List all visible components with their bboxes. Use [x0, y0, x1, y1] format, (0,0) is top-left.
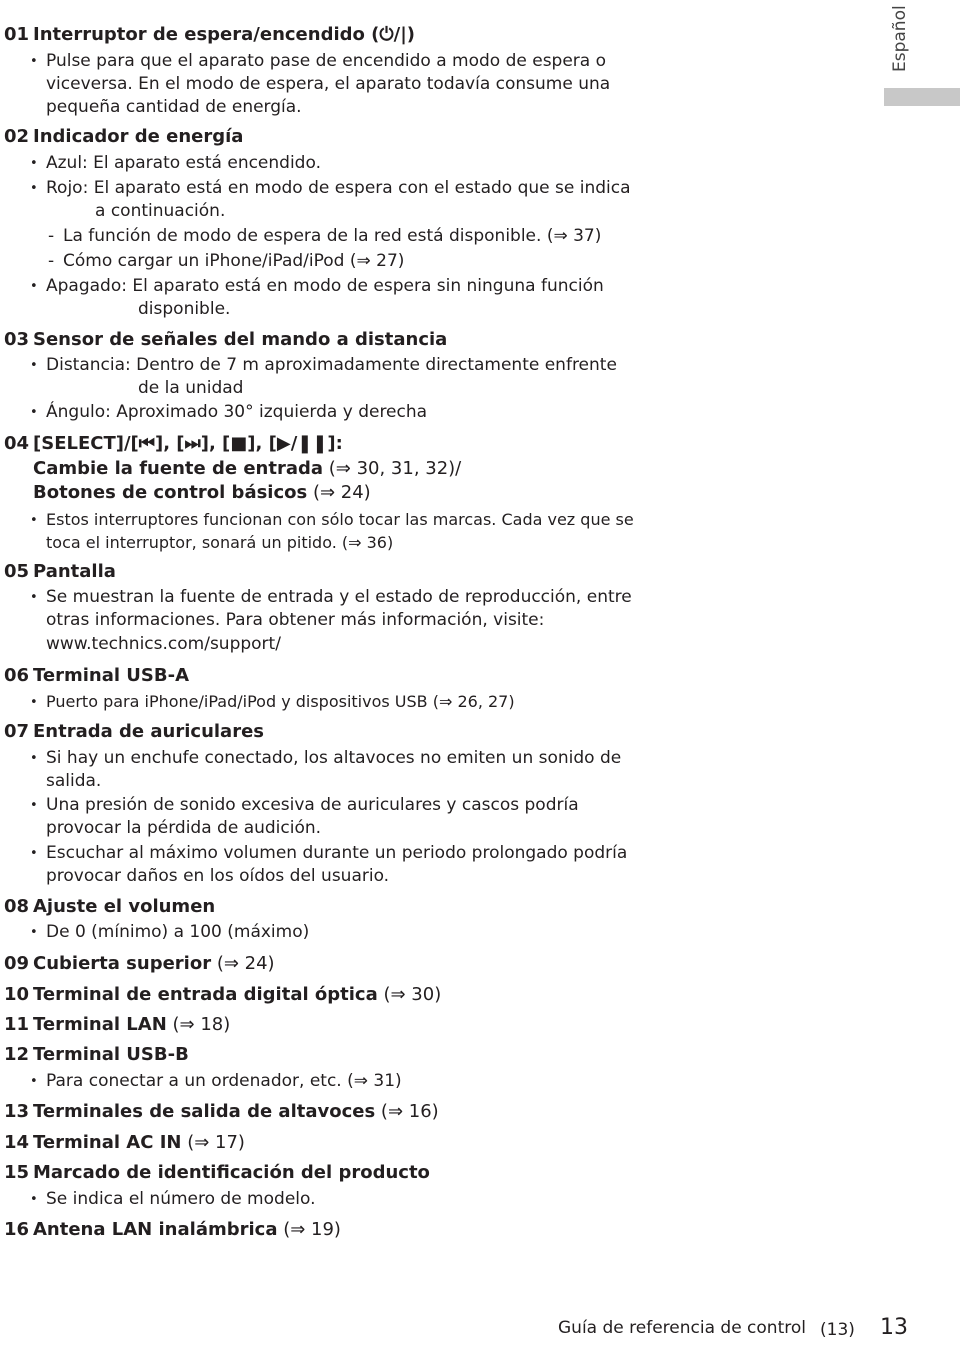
- item-04-heading: [4, 432, 343, 456]
- item-title: [SELECT]/[⏮], [⏭], [■], [▶/❚❚]:: [33, 433, 343, 454]
- item-04-bullet-1-cont: toca el interruptor, sonará un pitido. (⇒ 36): [46, 533, 394, 552]
- item-14-heading: [4, 1131, 245, 1155]
- bullet-dot-icon: •: [30, 846, 38, 861]
- item-01-bullet-1-cont-2: pequeña cantidad de energía.: [46, 97, 302, 117]
- item-05-bullet-1-cont-1: otras informaciones. Para obtener más información, visite:: [46, 610, 545, 630]
- item-title: Marcado de identificación del producto: [33, 1162, 430, 1183]
- language-label: Español: [890, 5, 910, 72]
- item-02-heading: [4, 125, 243, 149]
- bullet-dot-icon: •: [30, 358, 38, 373]
- item-title: Terminal LAN: [33, 1014, 167, 1035]
- item-05-support-url: www.technics.com/support/: [46, 634, 281, 654]
- item-08-bullet-1: [30, 921, 309, 944]
- bullet-dot-icon: •: [30, 405, 38, 420]
- bullet-text: Rojo: El aparato está en modo de espera con el estado que se indica: [46, 178, 631, 198]
- dash-icon: -: [48, 251, 55, 271]
- item-07-heading: [4, 720, 264, 744]
- language-tab: [884, 88, 960, 106]
- item-number: 16: [4, 1219, 30, 1240]
- bullet-dot-icon: •: [30, 279, 38, 294]
- bullet-text: Puerto para iPhone/iPad/iPod y dispositivos USB (⇒ 26, 27): [46, 692, 515, 711]
- item-number: 14: [4, 1132, 30, 1153]
- bullet-text: Si hay un enchufe conectado, los altavoces no emiten un sonido de: [46, 748, 622, 768]
- item-title: Interruptor de espera/encendido (⏻/|): [33, 24, 415, 45]
- item-15-heading: [4, 1161, 430, 1185]
- dash-icon: -: [48, 226, 55, 246]
- item-07-bullet-3-cont: provocar daños en los oídos del usuario.: [46, 866, 390, 886]
- item-04-line-3: [33, 481, 371, 505]
- item-04-line-2: [33, 457, 461, 481]
- item-01-bullet-1-cont-1: viceversa. En el modo de espera, el aparato todavía consume una: [46, 74, 611, 94]
- item-number: 15: [4, 1162, 30, 1183]
- item-04-bullet-1: [30, 508, 634, 532]
- bullet-dot-icon: •: [30, 156, 38, 171]
- item-02-bullet-2-cont: a continuación.: [95, 201, 226, 221]
- bullet-text: Distancia: Dentro de 7 m aproximadamente directamente enfrente: [46, 355, 617, 375]
- item-title: Antena LAN inalámbrica: [33, 1219, 278, 1240]
- item-title: Terminal AC IN: [33, 1132, 182, 1153]
- dash-text: Cómo cargar un iPhone/iPad/iPod (⇒ 27): [63, 251, 405, 271]
- item-title: Terminal de entrada digital óptica: [33, 984, 378, 1005]
- item-number: 13: [4, 1101, 30, 1122]
- bullet-text: Una presión de sonido excesiva de auriculares y cascos podría: [46, 795, 579, 815]
- item-number: 01: [4, 24, 30, 45]
- item-13-heading: [4, 1100, 439, 1124]
- dash-text: La función de modo de espera de la red está disponible. (⇒ 37): [63, 226, 602, 246]
- item-08-heading: [4, 895, 215, 919]
- item-07-bullet-1: [30, 747, 621, 770]
- item-number: 05: [4, 561, 30, 582]
- item-title: Indicador de energía: [33, 126, 244, 147]
- item-07-bullet-2-cont: provocar la pérdida de audición.: [46, 818, 322, 838]
- bullet-dot-icon: •: [30, 513, 38, 528]
- page-reference: (⇒ 30): [377, 984, 442, 1005]
- bullet-text: Pulse para que el aparato pase de encendido a modo de espera o: [46, 51, 607, 71]
- item-07-bullet-2: [30, 794, 579, 817]
- item-number: 03: [4, 329, 30, 350]
- item-title: Ajuste el volumen: [33, 896, 216, 917]
- page-reference: (⇒ 17): [181, 1132, 245, 1153]
- bullet-dot-icon: •: [30, 54, 38, 69]
- footer-page-number: 13: [880, 1315, 908, 1340]
- item-07-bullet-3: [30, 842, 627, 865]
- bullet-text: Azul: El aparato está encendido.: [46, 153, 321, 173]
- page-reference: (⇒ 30, 31, 32)/: [323, 458, 462, 479]
- item-11-heading: [4, 1013, 230, 1037]
- item-01-heading: [4, 23, 415, 47]
- item-number: 07: [4, 721, 30, 742]
- item-number: 04: [4, 433, 30, 454]
- bullet-text: De 0 (mínimo) a 100 (máximo): [46, 922, 310, 942]
- item-03-bullet-2: [30, 401, 427, 424]
- bullet-dot-icon: •: [30, 1192, 38, 1207]
- item-05-bullet-1: [30, 586, 632, 609]
- item-02-bullet-2: [30, 177, 631, 200]
- bullet-text: Apagado: El aparato está en modo de espera sin ninguna función: [46, 276, 604, 296]
- item-16-heading: [4, 1218, 341, 1242]
- item-title: Terminal USB-B: [33, 1044, 189, 1065]
- item-number: 12: [4, 1044, 30, 1065]
- item-07-bullet-1-cont: salida.: [46, 771, 102, 791]
- page-reference: (⇒ 24): [211, 953, 275, 974]
- item-title: Terminales de salida de altavoces: [33, 1101, 376, 1122]
- item-10-heading: [4, 983, 441, 1007]
- footer-title: Guía de referencia de control: [558, 1318, 806, 1338]
- item-number: 09: [4, 953, 30, 974]
- item-05-heading: [4, 560, 116, 584]
- item-title: Sensor de señales del mando a distancia: [33, 329, 448, 350]
- bullet-text: Se indica el número de modelo.: [46, 1189, 316, 1209]
- item-15-bullet-1: [30, 1188, 316, 1211]
- item-number: 08: [4, 896, 30, 917]
- item-title: Pantalla: [33, 561, 116, 582]
- subtitle: Botones de control básicos: [33, 482, 308, 503]
- item-title: Cubierta superior: [33, 953, 212, 974]
- item-title: Terminal USB-A: [33, 665, 189, 686]
- bullet-dot-icon: •: [30, 925, 38, 940]
- subtitle: Cambie la fuente de entrada: [33, 458, 324, 479]
- item-12-bullet-1: [30, 1070, 402, 1093]
- item-01-bullet-1: [30, 50, 606, 73]
- item-02-dash-2: [48, 250, 404, 273]
- item-number: 06: [4, 665, 30, 686]
- item-02-dash-1: [48, 225, 601, 248]
- item-02-bullet-1: [30, 152, 321, 175]
- bullet-dot-icon: •: [30, 695, 38, 710]
- item-12-heading: [4, 1043, 189, 1067]
- footer-page-paren: (13): [820, 1320, 855, 1340]
- bullet-dot-icon: •: [30, 181, 38, 196]
- item-number: 10: [4, 984, 30, 1005]
- item-number: 02: [4, 126, 30, 147]
- page-reference: (⇒ 24): [307, 482, 371, 503]
- page-reference: (⇒ 19): [277, 1219, 341, 1240]
- item-03-bullet-1: [30, 354, 617, 377]
- item-03-heading: [4, 328, 447, 352]
- item-09-heading: [4, 952, 275, 976]
- bullet-dot-icon: •: [30, 1074, 38, 1089]
- item-title: Entrada de auriculares: [33, 721, 265, 742]
- bullet-dot-icon: •: [30, 798, 38, 813]
- item-03-bullet-1-cont: de la unidad: [138, 378, 244, 398]
- bullet-dot-icon: •: [30, 751, 38, 766]
- item-02-bullet-3-cont: disponible.: [138, 299, 231, 319]
- bullet-text: Escuchar al máximo volumen durante un periodo prolongado podría: [46, 843, 628, 863]
- item-02-bullet-3: [30, 275, 604, 298]
- bullet-text: Se muestran la fuente de entrada y el estado de reproducción, entre: [46, 587, 632, 607]
- bullet-text: Ángulo: Aproximado 30° izquierda y derecha: [46, 402, 428, 422]
- item-06-heading: [4, 664, 189, 688]
- item-number: 11: [4, 1014, 30, 1035]
- page-reference: (⇒ 18): [166, 1014, 231, 1035]
- page-reference: (⇒ 16): [375, 1101, 439, 1122]
- bullet-dot-icon: •: [30, 590, 38, 605]
- item-06-bullet-1: [30, 690, 515, 714]
- bullet-text: Estos interruptores funcionan con sólo tocar las marcas. Cada vez que se: [46, 510, 634, 529]
- bullet-text: Para conectar a un ordenador, etc. (⇒ 31): [46, 1071, 402, 1091]
